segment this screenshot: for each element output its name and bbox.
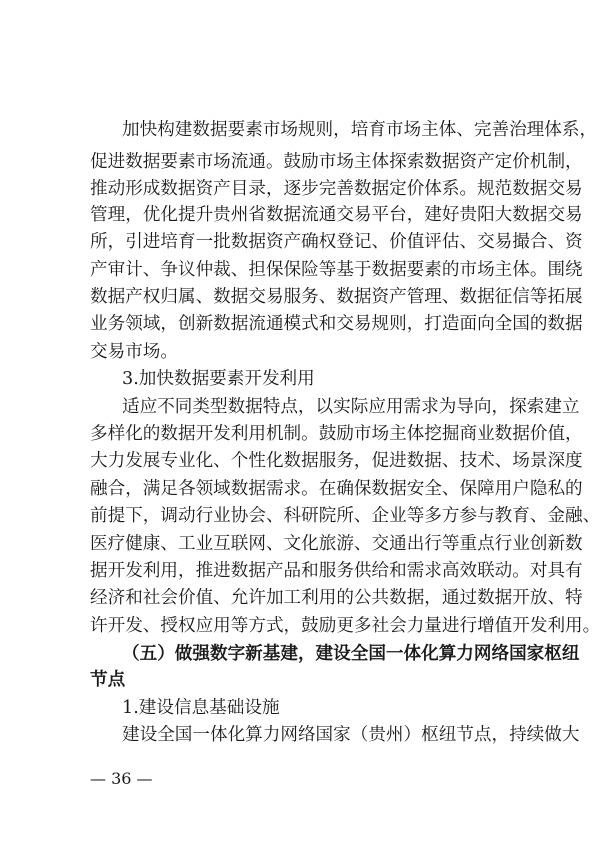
- text-line: 经济和社会价值、允许加工利用的公共数据，通过数据开放、特: [90, 588, 583, 608]
- text-line: 前提下，调动行业协会、科研院所、企业等多方参与教育、金融、: [90, 506, 600, 526]
- text-line: 适应不同类型数据特点，以实际应用需求为导向，探索建立: [122, 397, 580, 417]
- text-line: 医疗健康、工业互联网、文化旅游、交通出行等重点行业创新数: [90, 534, 583, 554]
- text-line: 推动形成数据资产目录，逐步完善数据定价体系。规范数据交易: [90, 179, 583, 199]
- text-line: 多样化的数据开发利用机制。鼓励市场主体挖掘商业数据价值，: [90, 424, 583, 444]
- text-line: 建设全国一体化算力网络国家（贵州）枢纽节点，持续做大: [122, 725, 580, 745]
- text-line: 3.加快数据要素开发利用: [122, 369, 315, 389]
- text-line: 大力发展专业化、个性化数据服务，促进数据、技术、场景深度: [90, 451, 583, 471]
- text-line: 所，引进培育一批数据资产确权登记、价值评估、交易撮合、资: [90, 232, 583, 252]
- text-line: 融合，满足各领域数据需求。在确保数据安全、保障用户隐私的: [90, 479, 583, 499]
- text-line: 数据产权归属、数据交易服务、数据资产管理、数据征信等拓展: [90, 287, 583, 307]
- text-line: 产审计、争议仲裁、担保保险等基于数据要素的市场主体。围绕: [90, 260, 583, 280]
- text-line: 据开发利用，推进数据产品和服务供给和需求高效联动。对具有: [90, 561, 583, 581]
- page-number: — 36 —: [90, 769, 153, 788]
- text-line: 管理，优化提升贵州省数据流通交易平台，建好贵阳大数据交易: [90, 205, 583, 225]
- text-line: 交易市场。: [90, 342, 178, 362]
- section-heading-line: （五）做强数字新基建，建设全国一体化算力网络国家枢纽: [122, 643, 580, 664]
- text-line: 许开发、授权应用等方式，鼓励更多社会力量进行增值开发利用。: [90, 616, 600, 636]
- text-line: 促进数据要素市场流通。鼓励市场主体探索数据资产定价机制，: [90, 152, 583, 172]
- section-heading-line: 节点: [90, 669, 126, 690]
- text-line: 加快构建数据要素市场规则，培育市场主体、完善治理体系，: [122, 120, 598, 140]
- text-line: 业务领域，创新数据流通模式和交易规则，打造面向全国的数据: [90, 314, 583, 334]
- text-line: 1.建设信息基础设施: [122, 698, 280, 718]
